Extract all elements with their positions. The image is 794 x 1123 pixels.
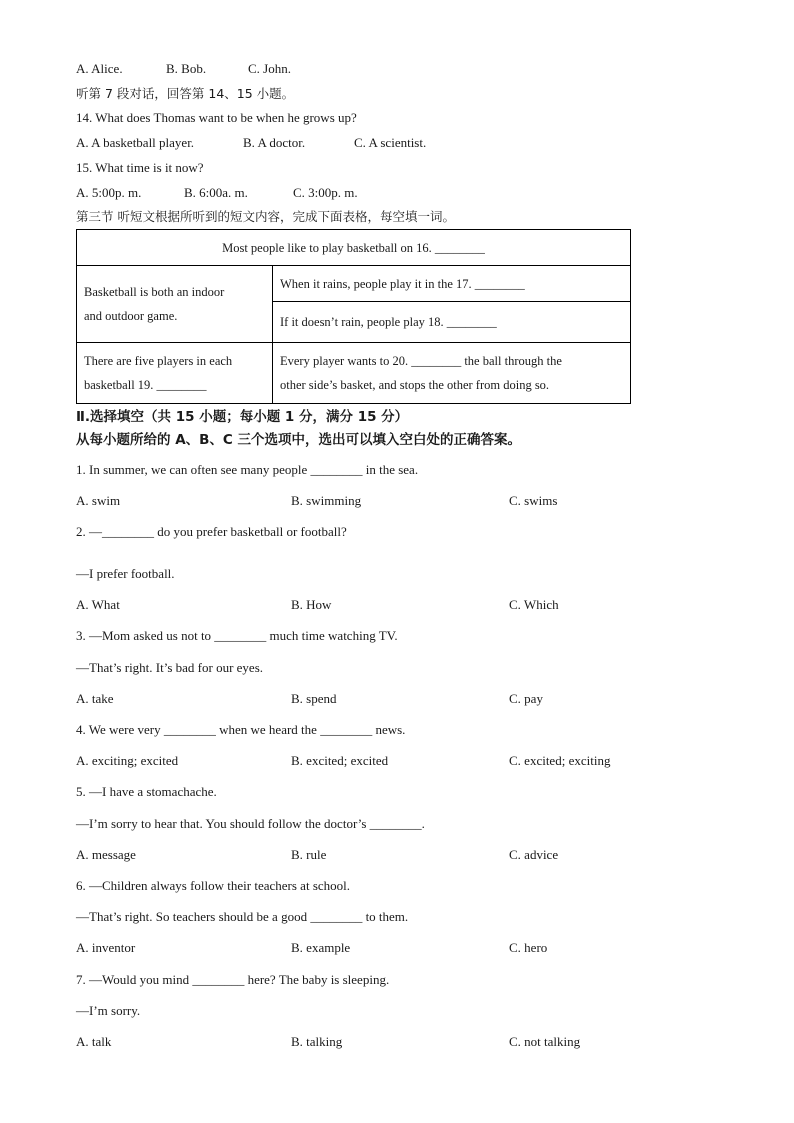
listening-table	[76, 229, 631, 404]
table-cell-right1	[273, 266, 631, 302]
q1-option-c: C. swims	[509, 493, 558, 508]
table-cell-right3	[273, 343, 631, 404]
q15-option-a: A. 5:00p. m.	[76, 185, 142, 200]
part2-title: Ⅱ.选择填空（共 15 小题；每小题 1 分，满分 15 分）	[76, 409, 409, 425]
table-left1-line2: and outdoor game.	[84, 309, 178, 323]
q2-line1: 2. —________ do you prefer basketball or football?	[76, 524, 347, 539]
q14-question: 14. What does Thomas want to be when he grows up?	[76, 110, 357, 125]
q15-option-b: B. 6:00a. m.	[184, 185, 248, 200]
table-header-text: Most people like to play basketball on 16. ________	[222, 240, 485, 255]
q5-option-a: A. message	[76, 847, 136, 862]
q4-option-b: B. excited; excited	[291, 753, 389, 768]
q14-option-c: C. A scientist.	[354, 135, 427, 150]
q6-option-a: A. inventor	[76, 940, 136, 955]
q5-line1: 5. —I have a stomachache.	[76, 784, 217, 799]
top-option-b: B. Bob.	[166, 61, 207, 76]
q4-option-a: A. exciting; excited	[76, 753, 179, 768]
table-right1-text: When it rains, people play it in the 17. ________	[280, 276, 525, 291]
q7-option-b: B. talking	[291, 1034, 343, 1049]
q7-option-c: C. not talking	[509, 1034, 581, 1049]
table-header-cell	[77, 230, 631, 266]
q2-option-a: A. What	[76, 597, 120, 612]
q7-line2: —I’m sorry.	[76, 1003, 141, 1018]
q5-option-b: B. rule	[291, 847, 327, 862]
q5-option-c: C. advice	[509, 847, 559, 862]
q3-line2: —That’s right. It’s bad for our eyes.	[76, 660, 264, 675]
table-cell-right2	[273, 302, 631, 343]
q15-option-c: C. 3:00p. m.	[293, 185, 358, 200]
q1-line1: 1. In summer, we can often see many people ________ in the sea.	[76, 462, 419, 477]
q15-question: 15. What time is it now?	[76, 160, 204, 175]
table-left2-line1: There are five players in each	[84, 354, 233, 368]
top-option-c: C. John.	[248, 61, 291, 76]
q6-line1: 6. —Children always follow their teachers at school.	[76, 878, 351, 893]
q5-line2: —I’m sorry to hear that. You should follow the doctor’s ________.	[76, 816, 425, 831]
q6-option-b: B. example	[291, 940, 351, 955]
table-left2-line2: basketball 19. ________	[84, 378, 207, 392]
top-option-a: A. Alice.	[76, 61, 123, 76]
table-right2-text: If it doesn’t rain, people play 18. ________	[280, 315, 497, 329]
table-right3-line1: Every player wants to 20. ________ the ball through the	[280, 354, 562, 368]
q6-line2: —That’s right. So teachers should be a good ________ to them.	[76, 909, 409, 924]
q7-line1: 7. —Would you mind ________ here? The baby is sleeping.	[76, 972, 390, 987]
table-left1-line1: Basketball is both an indoor	[84, 285, 225, 299]
q3-option-a: A. take	[76, 691, 114, 706]
q3-line1: 3. —Mom asked us not to ________ much time watching TV.	[76, 628, 398, 643]
q2-line2: —I prefer football.	[76, 566, 175, 581]
q14-option-a: A. A basketball player.	[76, 135, 195, 150]
dialog7-instruction: 听第 7 段对话，回答第 14、15 小题。	[76, 86, 295, 101]
q1-option-a: A. swim	[76, 493, 121, 508]
q4-option-c: C. excited; exciting	[509, 753, 611, 768]
table-cell-left1	[77, 266, 273, 343]
part2-instruction: 从每小题所给的 A、B、C 三个选项中，选出可以填入空白处的正确答案。	[76, 432, 522, 448]
table-right3-line2: other side’s basket, and stops the other from doing so.	[280, 378, 550, 392]
q3-option-b: B. spend	[291, 691, 337, 706]
q1-option-b: B. swimming	[291, 493, 362, 508]
q4-line1: 4. We were very ________ when we heard the ________ news.	[76, 722, 406, 737]
q3-option-c: C. pay	[509, 691, 543, 706]
section3-instruction: 第三节 听短文根据所听到的短文内容，完成下面表格，每空填一词。	[76, 209, 455, 224]
q7-option-a: A. talk	[76, 1034, 112, 1049]
q2-option-c: C. Which	[509, 597, 559, 612]
q6-option-c: C. hero	[509, 940, 548, 955]
q14-option-b: B. A doctor.	[243, 135, 306, 150]
q2-option-b: B. How	[291, 597, 332, 612]
table-cell-left2	[77, 343, 273, 404]
